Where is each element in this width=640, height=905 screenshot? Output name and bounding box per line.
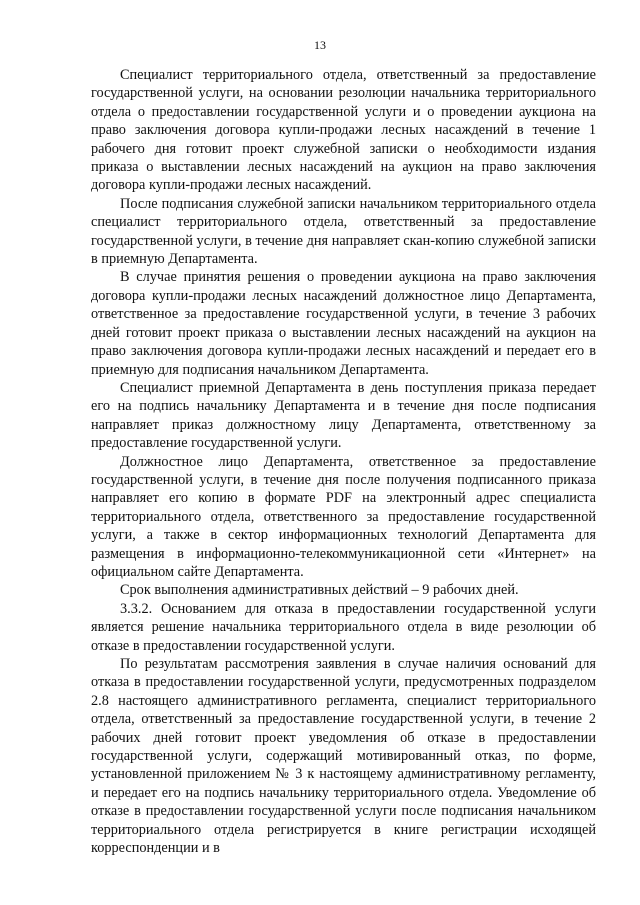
paragraph: 3.3.2. Основанием для отказа в предоставлении государственной услуги является решение начальника территориального отдела в виде резолюции об отказе в предоставлении государственной услуги. — [91, 600, 596, 654]
document-body — [91, 66, 596, 857]
paragraph: После подписания служебной записки начальником территориального отдела специалист территориального отдела, ответственный за предоставление государственной услуги, в течение дня направляет скан-копию служебной записки в приемную Департамента. — [91, 195, 596, 268]
paragraph: По результатам рассмотрения заявления в случае наличия оснований для отказа в предоставлении государственной услуги, предусмотренных подразделом 2.8 настоящего административного регламента, специалист территориального отдела, ответственный за предоставление государственной услуги, в течение 2 рабочих дней готовит проект уведомления об отказе в предоставлении государственной услуги, содержащий мотивированный отказ, по форме, установленной приложением № 3 к настоящему административному регламенту, и передает его на подпись начальнику территориального отдела. Уведомление об отказе в предоставлении государственной услуги после подписания начальником территориального отдела регистрируется в книге регистрации исходящей корреспонденции и в — [91, 656, 596, 857]
paragraph: Специалист территориального отдела, ответственный за предоставление государственной услуги, на основании резолюции начальника территориального отдела о предоставлении государственной услуги и о проведении аукциона на право заключения договора купли-продажи лесных насаждений в течение 1 рабочего дня готовит проект служебной записки о необходимости издания приказа о выставлении лесных насаждений на аукцион на право заключения договора купли-продажи лесных насаждений. — [91, 67, 596, 194]
paragraph: Должностное лицо Департамента, ответственное за предоставление государственной услуги, в течение дня после получения подписанного приказа направляет его копию в формате PDF на электронный адрес специалиста территориального отдела, ответственного за предоставление государственной услуги, а также в сектор информационных технологий Департамента для размещения в информационно-телекоммуникационной сети «Интернет» на официальном сайте Департамента. — [91, 453, 596, 580]
paragraph: Специалист приемной Департамента в день поступления приказа передает его на подпись начальнику Департамента и в течение дня после подписания направляет приказ должностному лицу Департамента, ответственному за предоставление государственной услуги. — [91, 379, 596, 452]
paragraph: Срок выполнения административных действий – 9 рабочих дней. — [120, 582, 519, 599]
paragraph: В случае принятия решения о проведении аукциона на право заключения договора купли-продажи лесных насаждений должностное лицо Департамента, ответственное за предоставление государственной услуги, в течение 3 рабочих дней готовит проект приказа о выставлении лесных насаждений на аукцион на право заключения договора купли-продажи лесных насаждений и передает его в приемную для подписания начальником Департамента. — [91, 269, 596, 378]
page-number: 13 — [314, 38, 326, 52]
